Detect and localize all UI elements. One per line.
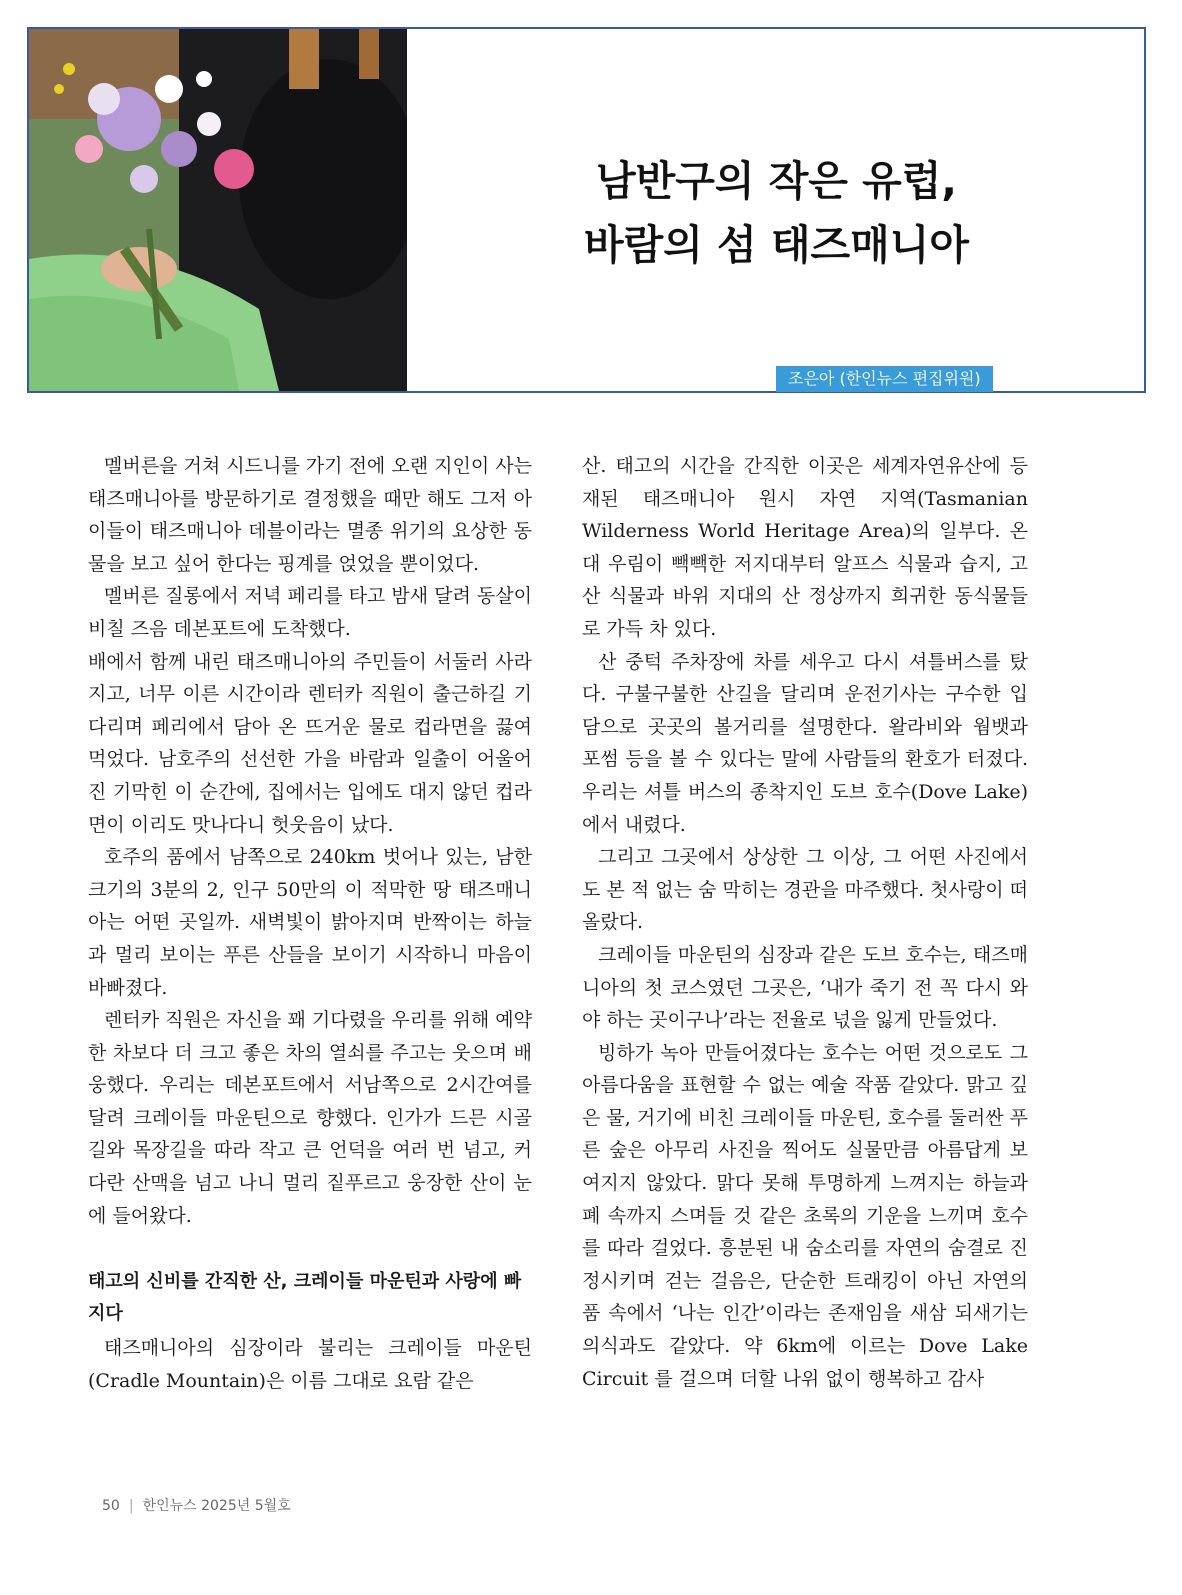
paragraph: 태즈매니아의 심장이라 불리는 크레이들 마운틴(Cradle Mountain)은 이름 그대로 요람 같은: [88, 1337, 532, 1392]
paragraph: 산 중턱 주차장에 차를 세우고 다시 셔틀버스를 탔다. 구불구불한 산길을 달리며 운전기사는 구수한 입담으로 곳곳의 볼거리를 설명한다. 왈라비와 웜뱃과 포썸 등을 볼 수 있다는 말에 사람들의 환호가 터졌다. 우리는 셔틀 버스의 종착지인 도브 호수(Dove Lake)에서 내렸다.: [582, 650, 1028, 836]
issue-label: 한인뉴스 2025년 5월호: [142, 1498, 291, 1514]
section-subheading: 태고의 신비를 간직한 산, 크레이들 마운틴과 사랑에 빠지다: [88, 1271, 522, 1325]
paragraph: 산. 태고의 시간을 간직한 이곳은 세계자연유산에 등재된 태즈매니아 원시 자연 지역(Tasmanian Wilderness World Heritage Area)의 일부다. 온대 우림이 빽빽한 저지대부터 알프스 식물과 습지, 고산 식물과 바위 지대의 산 정상까지 희귀한 동식물들로 가득 차 있다.: [582, 455, 1028, 640]
paragraph: 배에서 함께 내린 태즈매니아의 주민들이 서둘러 사라지고, 너무 이른 시간이라 렌터카 직원이 출근하길 기다리며 페리에서 담아 온 뜨거운 물로 컵라면을 끓여먹었다. 남호주의 선선한 가을 바람과 일출이 어울어진 기막힌 이 순간에, 집에서는 입에도 대지 않던 컵라면이 이리도 맛나다니 헛웃음이 났다.: [88, 650, 532, 836]
photo-illustration: [29, 29, 407, 391]
paragraph: 렌터카 직원은 자신을 꽤 기다렸을 우리를 위해 예약한 차보다 더 크고 좋은 차의 열쇠를 주고는 웃으며 배웅했다. 우리는 데본포트에서 서남쪽으로 2시간여를 달려 크레이들 마운틴으로 향했다. 인가가 드믄 시골길와 목장길을 따라 작고 큰 언덕을 여러 번 넘고, 커다란 산맥을 넘고 나니 멀리 짙푸르고 웅장한 산이 눈에 들어왔다.: [88, 1009, 532, 1227]
page-footer: [102, 1495, 291, 1515]
paragraph: 멜버른을 거쳐 시드니를 가기 전에 오랜 지인이 사는 태즈매니아를 방문하기로 결정했을 때만 해도 그저 아이들이 태즈매니아 데블이라는 멸종 위기의 요상한 동물을 보고 싶어 한다는 핑계를 얹었을 뿐이었다.: [88, 455, 532, 575]
article-title: [407, 149, 1146, 277]
paragraph: 크레이들 마운틴의 심장과 같은 도브 호수는, 태즈매니아의 첫 코스였던 그곳은, ‘내가 죽기 전 꼭 다시 와야 하는 곳이구나’라는 전율로 넋을 잃게 만들었다.: [582, 943, 1028, 1032]
title-line-1: 남반구의 작은 유럽,: [596, 157, 957, 205]
flower-bouquet-photo: [29, 29, 407, 391]
title-line-2: 바람의 섬 태즈매니아: [583, 221, 969, 269]
left-column: [88, 450, 532, 1397]
paragraph: 멜버른 질롱에서 저녁 페리를 타고 밤새 달려 동살이 비칠 즈음 데본포트에 도착했다.: [88, 585, 532, 640]
header-frame: [27, 27, 1146, 393]
byline-badge: 조은아 (한인뉴스 편집위원): [776, 366, 993, 392]
paragraph: 호주의 품에서 남쪽으로 240km 벗어나 있는, 남한 크기의 3분의 2, 인구 50만의 이 적막한 땅 태즈매니아는 어떤 곳일까. 새벽빛이 밝아지며 반짝이는 하늘과 멀리 보이는 푸른 산들을 보이기 시작하니 마음이 바빠졌다.: [88, 846, 532, 999]
page-number: 50: [102, 1498, 120, 1514]
paragraph: 빙하가 녹아 만들어졌다는 호수는 어떤 것으로도 그 아름다움을 표현할 수 없는 예술 작품 같았다. 맑고 깊은 물, 거기에 비친 크레이들 마운틴, 호수를 둘러싼 푸른 숲은 아무리 사진을 찍어도 실물만큼 아름답게 보여지지 않았다. 맑다 못해 투명하게 느껴지는 하늘과 폐 속까지 스며들 것 같은 초록의 기운을 느끼며 호수를 따라 걸었다. 흥분된 내 숨소리를 자연의 숨결로 진정시키며 걷는 걸음은, 단순한 트래킹이 아닌 자연의 품 속에서 ‘나는 인간’이라는 존재임을 새삼 되새기는 의식과도 같았다. 약 6km에 이르는 Dove Lake Circuit 를 걸으며 더할 나위 없이 행복하고 감사: [582, 1041, 1028, 1390]
right-column: [582, 450, 1028, 1395]
footer-separator: |: [128, 1498, 134, 1514]
paragraph: 그리고 그곳에서 상상한 그 이상, 그 어떤 사진에서도 본 적 없는 숨 막히는 경관을 마주했다. 첫사랑이 떠올랐다.: [582, 846, 1028, 934]
